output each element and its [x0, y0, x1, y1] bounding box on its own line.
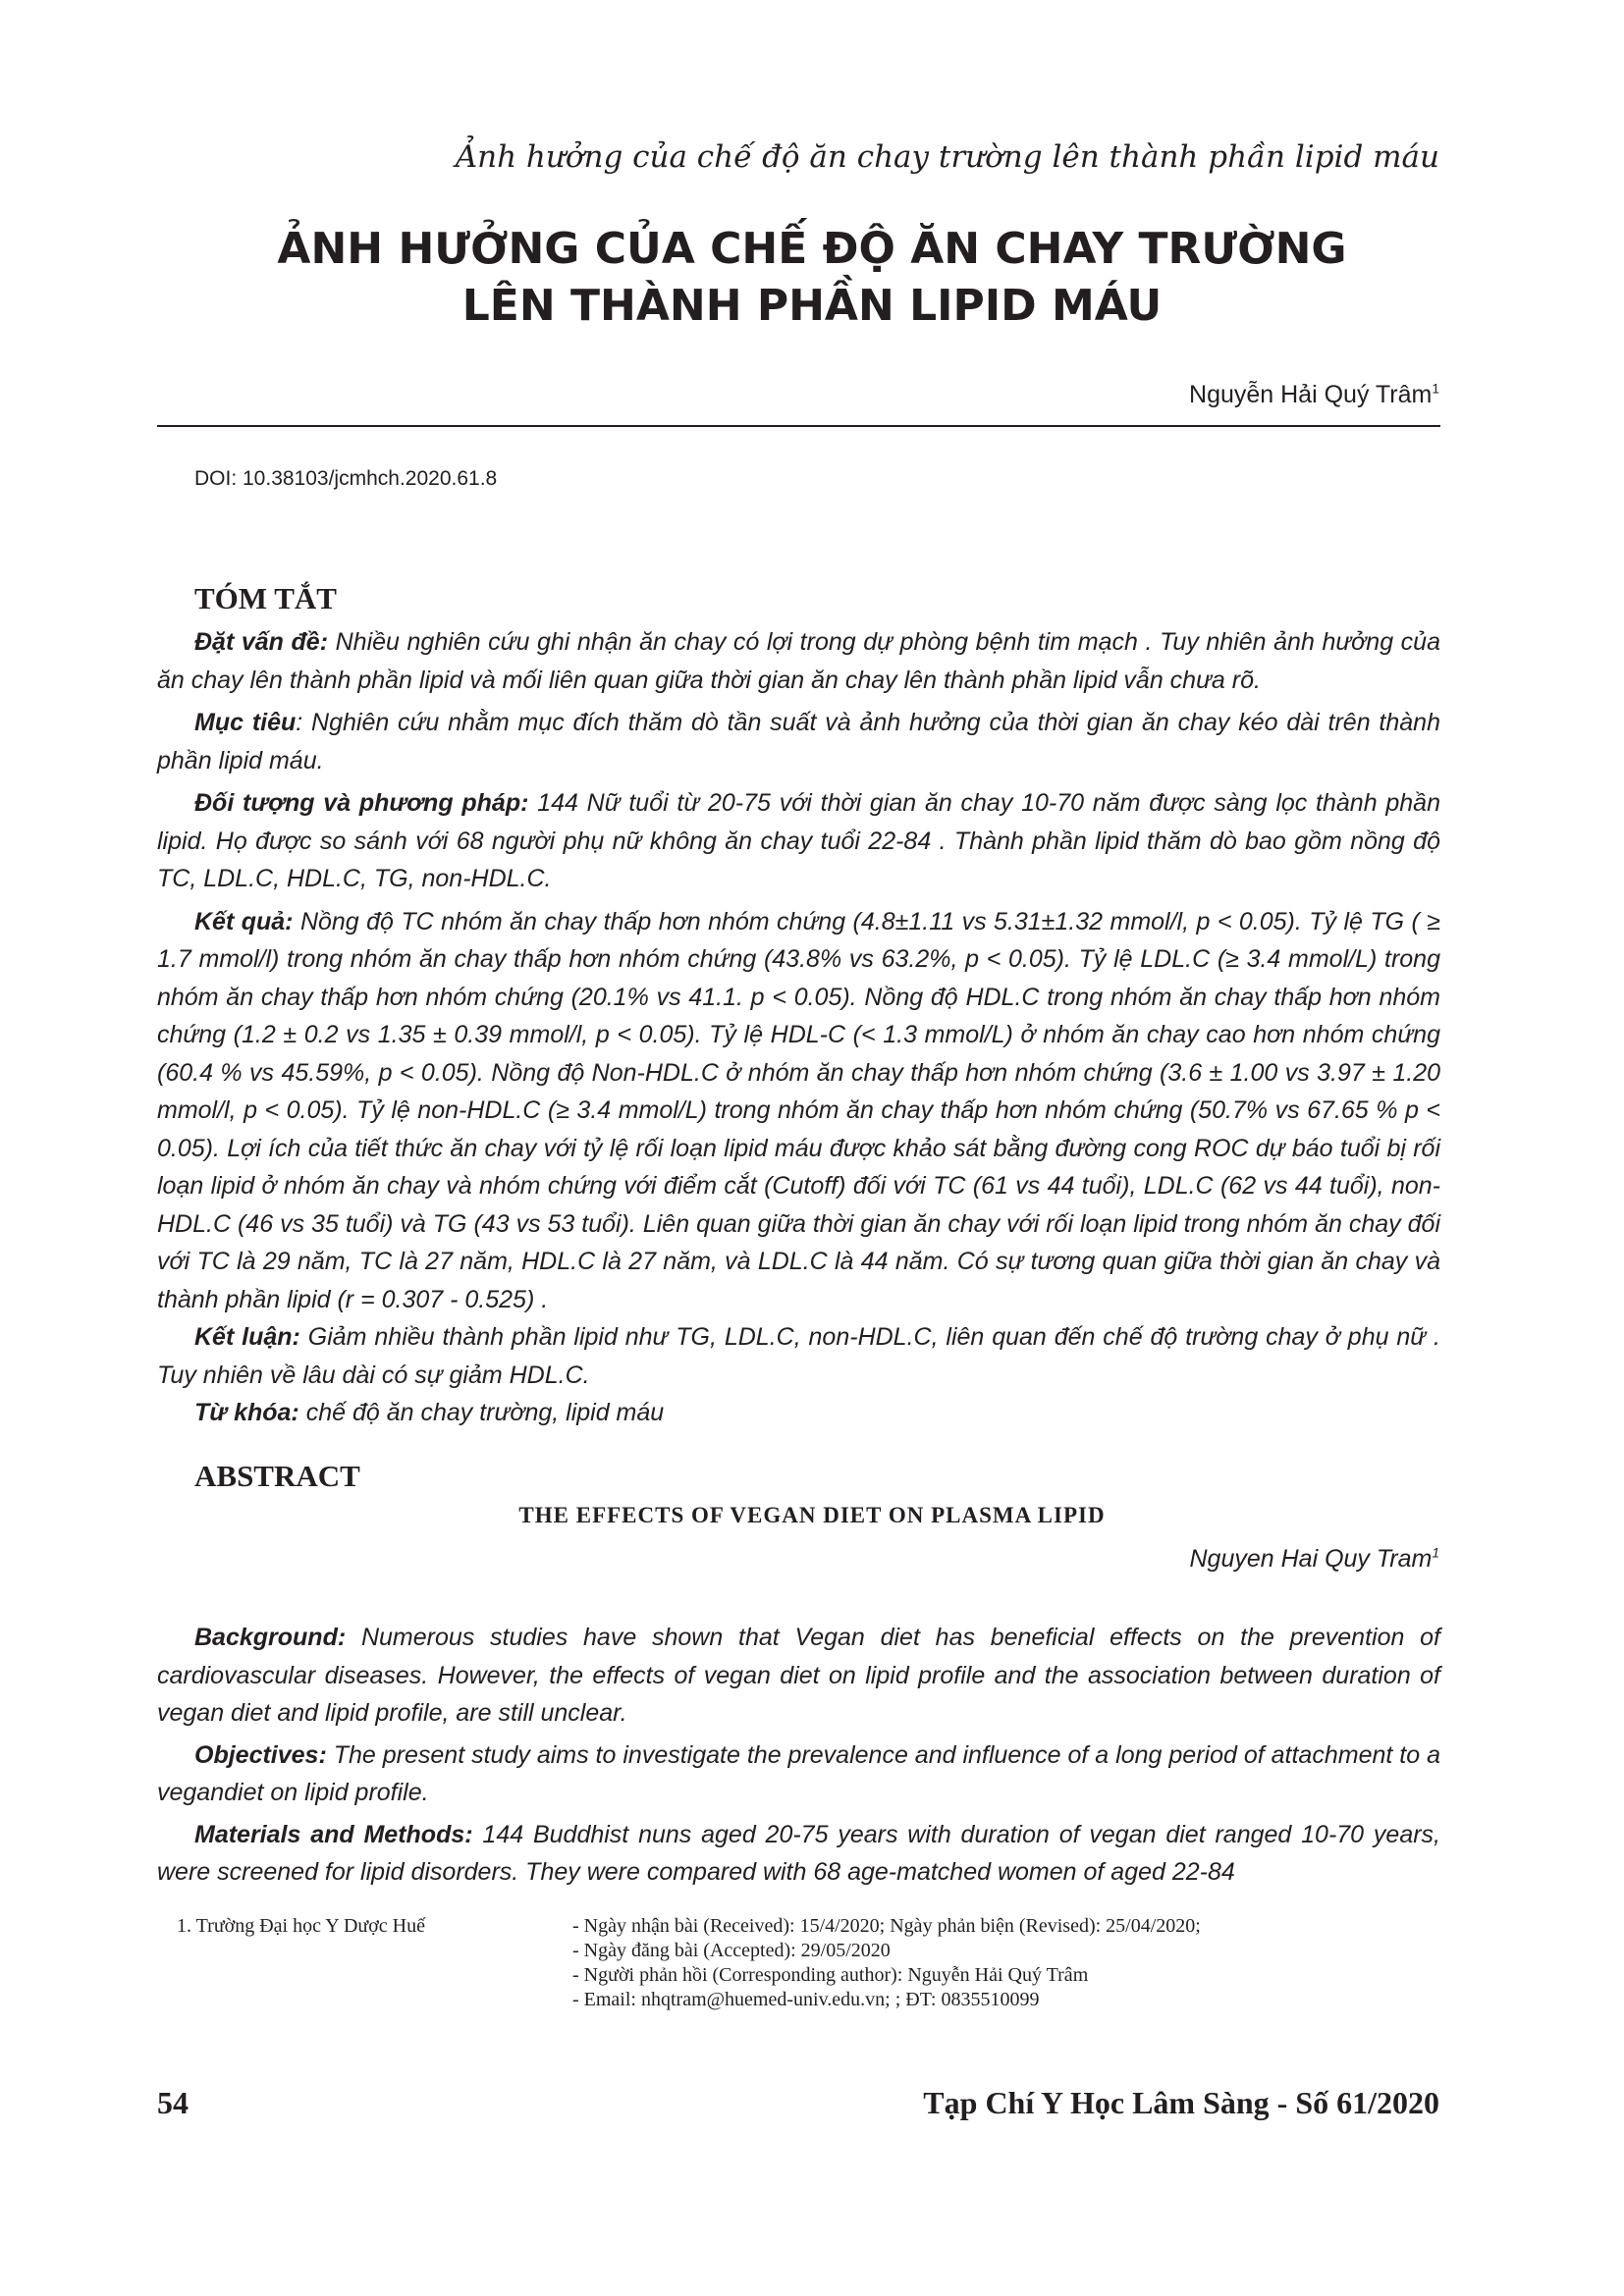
- abstract-heading: ABSTRACT: [194, 1459, 360, 1493]
- summary-vn-conclusion-text: Giảm nhiều thành phần lipid như TG, LDL.C, non-HDL.C, liên quan đến chế độ trường chay ở phụ nữ . Tuy nhiên về lâu dài có sự giảm HDL.C.: [157, 1323, 1440, 1389]
- abstract-title: THE EFFECTS OF VEGAN DIET ON PLASMA LIPID: [518, 1503, 1106, 1527]
- page-number: 54: [157, 2085, 189, 2120]
- abstract-background-label: Background:: [194, 1624, 347, 1651]
- abstract-background-text: Numerous studies have shown that Vegan diet has beneficial effects on the prevention of cardiovascular diseases. However, the effects of vegan diet on lipid profile and the association between duration of vegan diet and lipid profile, are still unclear.: [157, 1624, 1440, 1727]
- summary-vn-heading: TÓM TẮT: [194, 581, 337, 615]
- summary-vn-methods-text: 144 Nữ tuổi từ 20-75 với thời gian ăn chay 10-70 năm được sàng lọc thành phần lipid. Họ được so sánh với 68 người phụ nữ không ăn chay tuổi 22-84 . Thành phần lipid thăm dò bao gồm nồng độ TC, LDL.C, HDL.C, TG, non-HDL.C.: [157, 789, 1440, 892]
- footnote-received: - Ngày nhận bài (Received): 15/4/2020; Ngày phản biện (Revised): 25/04/2020;: [572, 1915, 1201, 1937]
- author-en: [1190, 1545, 1440, 1574]
- article-title: [0, 221, 1624, 335]
- article-title-line-1: ẢNH HƯỞNG CỦA CHẾ ĐỘ ĂN CHAY TRƯỜNG: [277, 224, 1347, 274]
- author-en-affiliation-mark: 1: [1432, 1545, 1439, 1561]
- abstract-objectives-label: Objectives:: [194, 1740, 327, 1769]
- summary-vn-methods-label: Đối tượng và phương pháp:: [194, 789, 529, 817]
- footnote-corresponding: - Người phản hồi (Corresponding author): Nguyễn Hải Quý Trâm: [572, 1964, 1089, 1986]
- summary-vn-objective: [157, 704, 1440, 779]
- abstract-body: [157, 1619, 1440, 1896]
- summary-vn-conclusion: [157, 1318, 1440, 1394]
- author-vn: [1189, 381, 1439, 409]
- summary-vn-keywords-label: Từ khóa:: [194, 1399, 299, 1426]
- journal-name: Tạp Chí Y Học Lâm Sàng - Số 61/2020: [923, 2085, 1439, 2120]
- running-head: Ảnh hưởng của chế độ ăn chay trường lên thành phần lipid máu: [455, 139, 1439, 175]
- summary-vn-conclusion-label: Kết luận:: [194, 1323, 300, 1351]
- summary-vn-background-label: Đặt vấn đề:: [194, 628, 329, 656]
- abstract-background: [157, 1619, 1440, 1733]
- abstract-methods: [157, 1816, 1440, 1892]
- article-title-line-2: LÊN THÀNH PHẦN LIPID MÁU: [461, 281, 1163, 331]
- summary-vn-keywords-text: chế độ ăn chay trường, lipid máu: [298, 1399, 665, 1426]
- abstract-objectives: [157, 1736, 1440, 1812]
- footnote-contact: - Email: nhqtram@huemed-univ.edu.vn; ; ĐT: 0835510099: [572, 1989, 1040, 2010]
- summary-vn-objective-text: : Nghiên cứu nhằm mục đích thăm dò tần suất và ảnh hưởng của thời gian ăn chay kéo dài trên thành phần lipid máu.: [157, 709, 1440, 774]
- summary-vn-background: [157, 623, 1440, 699]
- title-divider: [157, 425, 1440, 427]
- doi: DOI: 10.38103/jcmhch.2020.61.8: [194, 467, 498, 490]
- footnote-accepted: - Ngày đăng bài (Accepted): 29/05/2020: [572, 1940, 891, 1961]
- summary-vn-objective-label: Mục tiêu: [194, 709, 297, 736]
- summary-vn-keywords: [157, 1394, 1440, 1432]
- abstract-methods-label: Materials and Methods:: [194, 1820, 473, 1848]
- abstract-methods-text: 144 Buddhist nuns aged 20-75 years with duration of vegan diet ranged 10-70 years, were screened for lipid disorders. They were compared with 68 age-matched women of aged 22-84: [157, 1820, 1440, 1886]
- footnote-dates: [572, 1914, 1201, 2012]
- summary-vn-background-text: Nhiều nghiên cứu ghi nhận ăn chay có lợi trong dự phòng bệnh tim mạch . Tuy nhiên ảnh hưởng của ăn chay lên thành phần lipid và mối liên quan giữa thời gian ăn chay lên thành phần lipid vẫn chưa rõ.: [157, 628, 1440, 694]
- author-vn-name: Nguyễn Hải Quý Trâm: [1189, 381, 1433, 408]
- summary-vn-results: [157, 903, 1440, 1319]
- summary-vn-methods: [157, 784, 1440, 898]
- summary-vn-body: [157, 623, 1440, 1432]
- author-en-name: Nguyen Hai Quy Tram: [1189, 1545, 1433, 1573]
- footnote-affiliation: 1. Trường Đại học Y Dược Huế: [177, 1915, 425, 1937]
- summary-vn-results-label: Kết quả:: [194, 907, 294, 935]
- author-vn-affiliation-mark: 1: [1432, 381, 1439, 397]
- summary-vn-results-text: Nồng độ TC nhóm ăn chay thấp hơn nhóm chứng (4.8±1.11 vs 5.31±1.32 mmol/l, p < 0.05). Tỷ lệ TG ( ≥ 1.7 mmol/l) trong nhóm ăn chay thấp hơn nhóm chứng (43.8% vs 63.2%, p < 0.05). Tỷ lệ LDL.C (≥ 3.4 mmol/L) trong nhóm ăn chay thấp hơn nhóm chứng (20.1% vs 41.1. p < 0.05). Nồng độ HDL.C trong nhóm ăn chay thấp hơn nhóm chứng (1.2 ± 0.2 vs 1.35 ± 0.39 mmol/l, p < 0.05). Tỷ lệ HDL-C (< 1.3 mmol/L) ở nhóm ăn chay cao hơn nhóm chứng (60.4 % vs 45.59%, p < 0.05). Nồng độ Non-HDL.C ở nhóm ăn chay thấp hơn nhóm chứng (3.6 ± 1.00 vs 3.97 ± 1.20 mmol/l, p < 0.05). Tỷ lệ non-HDL.C (≥ 3.4 mmol/L) trong nhóm ăn chay thấp hơn nhóm chứng (50.7% vs 67.65 % p < 0.05). Lợi ích của tiết thức ăn chay với tỷ lệ rối loạn lipid máu được khảo sát bằng đường cong ROC dự báo tuổi bị rối loạn lipid ở nhóm ăn chay và nhóm chứng với điểm cắt (Cutoff) đối với TC (61 vs 44 tuổi), LDL.C (62 vs 44 tuổi), non-HDL.C (46 vs 35 tuổi) và TG (43 vs 53 tuổi). Liên quan giữa thời gian ăn chay với rối loạn lipid trong nhóm ăn chay đối với TC là 29 năm, TC là 27 năm, HDL.C là 27 năm, và LDL.C là 44 năm. Có sự tương quan giữa thời gian ăn chay và thành phần lipid (r = 0.307 - 0.525) .: [157, 907, 1440, 1313]
- abstract-objectives-text: The present study aims to investigate the prevalence and influence of a long period of attachment to a vegandiet on lipid profile.: [157, 1740, 1440, 1806]
